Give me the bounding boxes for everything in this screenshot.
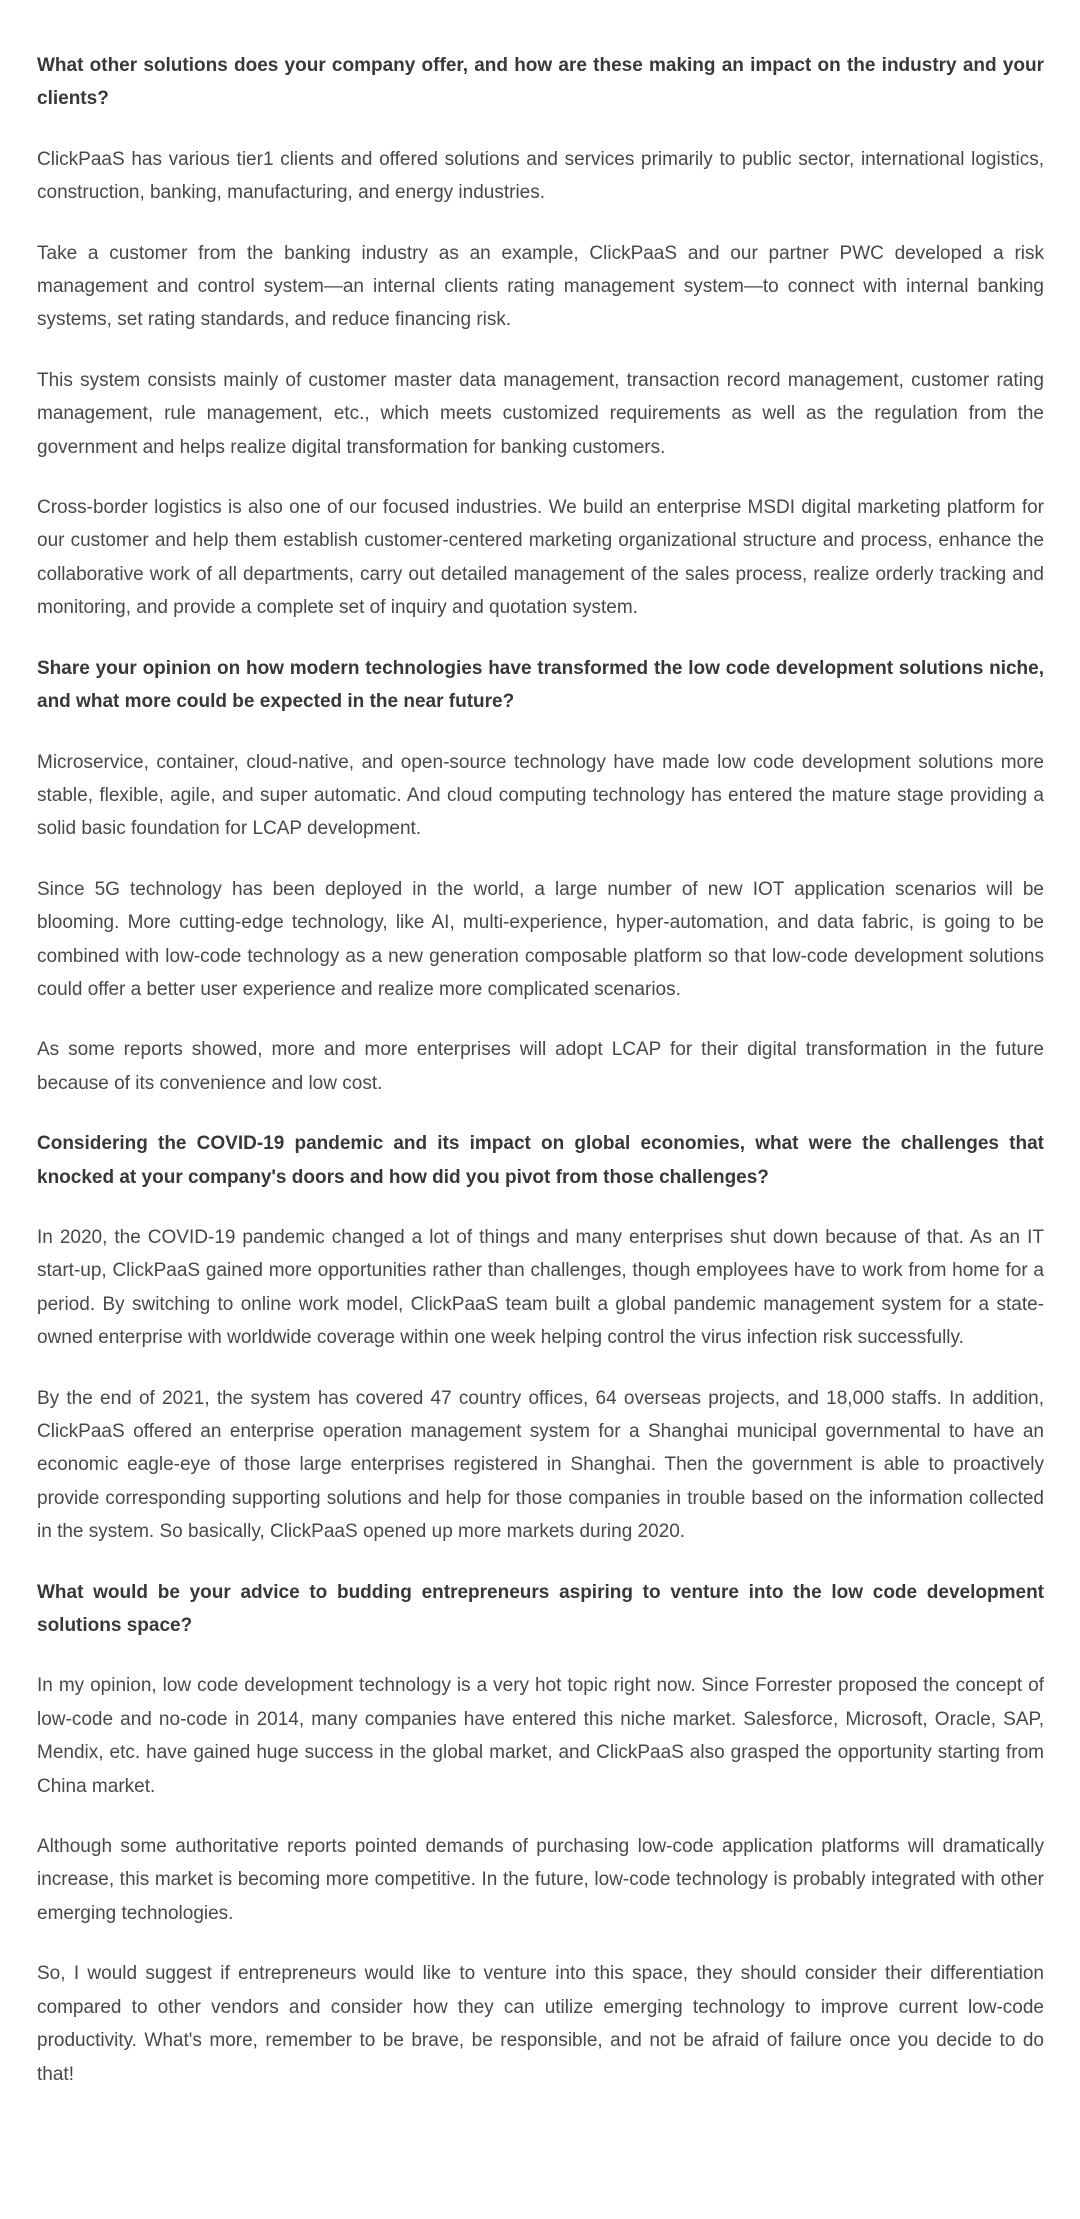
answer-paragraph: Cross-border logistics is also one of our focused industries. We build an enterprise MSDI digital marketing platform for our customer and help them establish customer-centered marketing organizational structure and process, enhance the collaborative work of all departments, carry out detailed management of the sales process, realize orderly tracking and monitoring, and provide a complete set of inquiry and quotation system. [37,497,1044,619]
question-heading: What would be your advice to budding entrepreneurs aspiring to venture into the low code development solutions space? [37,1581,1044,1637]
answer-paragraph: As some reports showed, more and more enterprises will adopt LCAP for their digital transformation in the future because of its convenience and low cost. [37,1039,1044,1094]
answer-paragraph: Microservice, container, cloud-native, and open-source technology have made low code development solutions more stable, flexible, agile, and super automatic. And cloud computing technology has entered the mature stage providing a solid basic foundation for LCAP development. [37,751,1044,840]
answer-paragraph: This system consists mainly of customer master data management, transaction record management, customer rating management, rule management, etc., which meets customized requirements as well as the regulation from the government and helps realize digital transformation for banking customers. [37,369,1044,458]
answer-paragraph: In my opinion, low code development technology is a very hot topic right now. Since Forrester proposed the concept of low-code and no-code in 2014, many companies have entered this niche market. Salesforce, Microsoft, Oracle, SAP, Mendix, etc. have gained huge success in the global market, and ClickPaaS also grasped the opportunity starting from China market. [37,1675,1044,1797]
answer-paragraph: Take a customer from the banking industry as an example, ClickPaaS and our partner PWC developed a risk management and control system—an internal clients rating management system—to connect with internal banking systems, set rating standards, and reduce financing risk. [37,242,1044,331]
qa-section-covid-challenges [37,1127,1044,1548]
answer-paragraph: By the end of 2021, the system has covered 47 country offices, 64 overseas projects, and 18,000 staffs. In addition, ClickPaaS offered an enterprise operation management system for a Shanghai municipal governmental to have an economic eagle-eye of those large enterprises registered in Shanghai. Then the government is able to proactively provide corresponding supporting solutions and help for those companies in trouble based on the information collected in the system. So basically, ClickPaaS opened up more markets during 2020. [37,1387,1044,1543]
question-heading: Considering the COVID-19 pandemic and its impact on global economies, what were the challenges that knocked at your company's doors and how did you pivot from those challenges? [37,1133,1044,1188]
answer-paragraph: Although some authoritative reports pointed demands of purchasing low-code application platforms will dramatically increase, this market is becoming more competitive. In the future, low-code technology is probably integrated with other emerging technologies. [37,1836,1044,1924]
answer-paragraph: ClickPaaS has various tier1 clients and offered solutions and services primarily to public sector, international logistics, construction, banking, manufacturing, and energy industries. [37,148,1044,204]
answer-paragraph: Since 5G technology has been deployed in the world, a large number of new IOT application scenarios will be blooming. More cutting-edge technology, like AI, multi-experience, hyper-automation, and data fabric, is going to be combined with low-code technology as a new generation composable platform so that low-code development solutions could offer a better user experience and realize more complicated scenarios. [37,878,1044,1000]
question-heading: Share your opinion on how modern technologies have transformed the low code development solutions niche, and what more could be expected in the near future? [37,657,1044,713]
answer-paragraph: So, I would suggest if entrepreneurs would like to venture into this space, they should consider their differentiation compared to other vendors and consider how they can utilize emerging technology to improve current low-code productivity. What's more, remember to be brave, be responsible, and not be afraid of failure once you decide to do that! [37,1963,1044,2085]
qa-section-advice-entrepreneurs [37,1576,1044,2091]
question-heading: What other solutions does your company offer, and how are these making an impact on the industry and your clients? [37,55,1044,110]
qa-section-modern-technologies [37,652,1044,1100]
answer-paragraph: In 2020, the COVID-19 pandemic changed a lot of things and many enterprises shut down because of that. As an IT start-up, ClickPaaS gained more opportunities rather than challenges, though employees have to work from home for a period. By switching to online work model, ClickPaaS team built a global pandemic management system for a state-owned enterprise with worldwide coverage within one week helping control the virus infection risk successfully. [37,1226,1044,1349]
qa-section-solutions [37,49,1044,625]
